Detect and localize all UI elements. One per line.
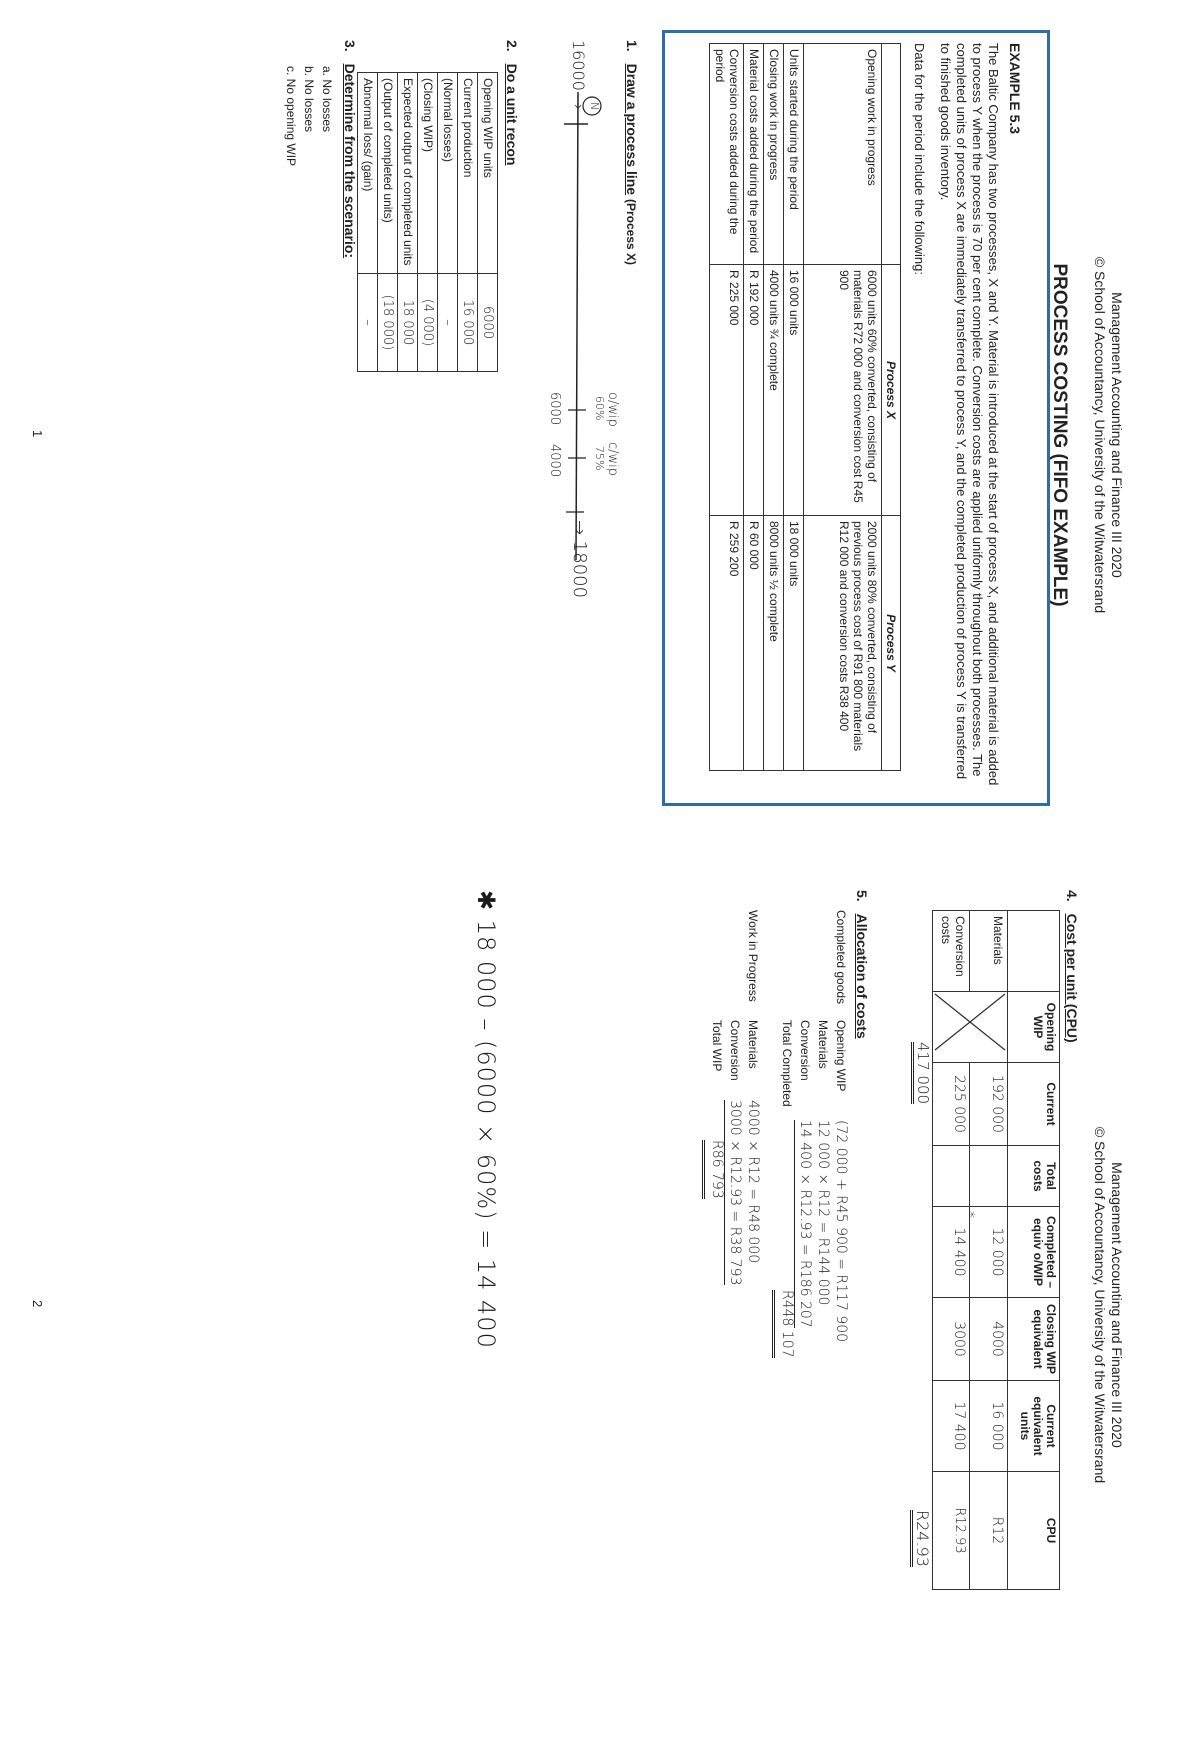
alloc-row <box>812 1020 830 1500</box>
page-number: 2 <box>30 1300 45 1308</box>
completed-goods-rows <box>772 1020 848 1500</box>
question-3 <box>342 40 358 258</box>
example-title: EXAMPLE 5.3 <box>1007 43 1023 135</box>
table-cell: 2000 units 80% converted, consisting of previous process cost of R91 800 materials R12 000 and conversion costs R38 400 <box>804 516 882 771</box>
alloc-row <box>830 1020 848 1500</box>
handwritten-note: ✱ 18 000 – (6000 × 60%) = 14 400 <box>472 890 500 1349</box>
table-cell: Closing work in progress <box>764 44 784 265</box>
table-header-row <box>1008 911 1060 1590</box>
completed-goods-label: Completed goods <box>834 910 848 1005</box>
table-cell: 8000 units ½ complete <box>764 516 784 771</box>
page-number: 1 <box>30 430 45 438</box>
cwip-label: c/wip <box>605 442 620 477</box>
course-header: Management Accounting and Finance III 2020 <box>1109 292 1125 578</box>
alloc-label: Materials <box>816 1020 830 1069</box>
question-2 <box>504 40 520 165</box>
question-5 <box>854 890 870 1039</box>
example-text: The Baltic Company has two processes, X and Y. Material is introduced at the start of process X, and additional material is added to process Y when the process is 70 per cent complete. Conversion costs are applied uniformly throughout both processes. The completed units of process X are immediately transferred to process Y, and the completed production of process Y is transferred to finished goods inventory. <box>938 43 1001 786</box>
table-row <box>438 73 458 372</box>
wip-label: Work in Progress <box>746 910 760 1002</box>
cwip-units: 4000 <box>547 444 562 478</box>
alloc-row <box>772 1020 794 1500</box>
cpu-table <box>932 910 1060 1590</box>
alloc-calc: 12 000 × R12 = R144 000 <box>815 1120 831 1306</box>
star-mark: * <box>961 1211 978 1218</box>
table-row <box>378 73 398 372</box>
table-row <box>744 44 764 771</box>
table-row <box>358 73 378 372</box>
table-cell: 3000 <box>933 1298 971 1381</box>
alloc-calc: R86 793 <box>702 1140 724 1199</box>
process-data-table <box>709 43 901 771</box>
process-line-stroke <box>576 92 578 560</box>
list-item: b. No losses <box>302 66 316 133</box>
cross-mark <box>933 992 1007 1052</box>
question-label: Cost per unit (CPU) <box>1064 913 1080 1043</box>
table-cell: 192 000 <box>970 1063 1008 1146</box>
table-row <box>418 73 438 372</box>
table-cell: 225 000 <box>933 1063 971 1146</box>
alloc-calc: 3000 × R12.93 = R38 793 <box>724 1100 742 1285</box>
recon-value: 16 000 <box>458 274 478 372</box>
copyright-line: © School of Accountancy, University of the Witwatersrand <box>1092 1126 1108 1484</box>
table-cell: 16 000 units <box>784 265 804 516</box>
owip-percent: 60% <box>593 396 606 421</box>
table-cell <box>933 1146 971 1207</box>
recon-value: 18 000 <box>398 274 418 372</box>
table-cell: R 60 000 <box>744 516 764 771</box>
table-header <box>1008 911 1060 992</box>
table-header <box>882 44 901 265</box>
table-header: Total costs <box>1008 1146 1060 1207</box>
question-label: Draw a process line <box>624 63 640 196</box>
question-label: Do a unit recon <box>504 63 520 166</box>
cell-value: 14 400 <box>951 1227 968 1277</box>
table-row <box>458 73 478 372</box>
table-row <box>784 44 804 771</box>
q3-list <box>282 66 336 166</box>
row-label: Materials <box>970 911 1008 992</box>
alloc-row <box>724 1020 742 1500</box>
row-label: Conversion costs <box>933 911 971 992</box>
table-cell: Material costs added during the period <box>744 44 764 265</box>
table-header: Opening WIP <box>1008 992 1060 1063</box>
alloc-row <box>702 1020 724 1500</box>
alloc-label: Conversion <box>798 1020 812 1081</box>
table-cell: 4000 <box>970 1298 1008 1381</box>
alloc-calc: 14 400 × R12.93 = R186 207 <box>794 1120 812 1328</box>
process-end-label: → 18000 <box>569 520 590 599</box>
owip-units: 6000 <box>547 392 562 426</box>
table-header: Process Y <box>882 516 901 771</box>
process-line <box>530 40 620 680</box>
alloc-calc: (72 000 + R45 900 = R117 900 <box>833 1120 849 1343</box>
question-1 <box>624 40 640 265</box>
table-header: Closing WIP equivalent <box>1008 1298 1060 1381</box>
crossed-out-cell <box>933 992 1008 1063</box>
process-start-label: 16000 → <box>569 40 588 110</box>
recon-value: – <box>358 274 378 372</box>
table-cell <box>933 1207 978 1298</box>
alloc-calc: R448 107 <box>772 1290 794 1358</box>
recon-label: Current production <box>458 73 478 274</box>
course-header: Management Accounting and Finance III 2020 <box>1109 1162 1125 1448</box>
table-cell: R 259 200 <box>710 516 744 771</box>
table-header: Completed – equiv o/WIP <box>1008 1207 1060 1298</box>
table-row <box>710 44 744 771</box>
table-cell: 17 400 <box>933 1381 971 1472</box>
table-cell: 16 000 <box>970 1381 1008 1472</box>
table-cell: 18 000 units <box>784 516 804 771</box>
cpu-block <box>913 910 1060 1590</box>
alloc-calc: 4000 × R12 = R48 000 <box>745 1100 761 1264</box>
alloc-label: Total Completed <box>780 1020 794 1107</box>
alloc-label: Conversion <box>728 1020 742 1081</box>
question-number: 5. <box>854 890 870 902</box>
recon-label: Abnormal loss/ (gain) <box>358 73 378 274</box>
question-label: Determine from the scenario: <box>342 63 358 259</box>
recon-label: Expected output of completed units <box>398 73 418 274</box>
table-cell: Conversion costs added during the period <box>710 44 744 265</box>
table-row <box>804 44 882 771</box>
alloc-label: Opening WIP <box>834 1020 848 1092</box>
page-2 <box>0 870 1200 1740</box>
list-item: c. No opening WIP <box>284 66 298 167</box>
table-row <box>398 73 418 372</box>
table-header-row <box>882 44 901 771</box>
table-cell: 4000 units ¾ complete <box>764 265 784 516</box>
recon-value: (18 000) <box>378 274 398 372</box>
table-header: CPU <box>1008 1472 1060 1590</box>
circle-n-label: N <box>588 102 601 111</box>
table-cell: Units started during the period <box>784 44 804 265</box>
recon-value: – <box>438 274 458 372</box>
question-number: 4. <box>1064 890 1080 902</box>
table-cell: R12.93 <box>933 1472 971 1590</box>
copyright-line: © School of Accountancy, University of the Witwatersrand <box>1092 256 1108 614</box>
question-number: 3. <box>342 40 358 52</box>
question-suffix: (Process X) <box>624 198 638 266</box>
question-4 <box>1064 890 1080 1043</box>
alloc-row <box>742 1020 760 1500</box>
data-intro: Data for the period include the following: <box>912 43 927 275</box>
example-box <box>662 30 1050 806</box>
table-row <box>970 911 1008 1590</box>
table-cell: 6000 units 60% converted, consisting of materials R72 000 and conversion cost R45 900 <box>804 265 882 516</box>
page-title: PROCESS COSTING (FIFO EXAMPLE) <box>1049 263 1070 607</box>
table-cell: R12 <box>970 1472 1008 1590</box>
owip-label: o/wip <box>605 392 620 427</box>
table-cell: 12 000 <box>970 1207 1008 1298</box>
list-item: a. No losses <box>320 66 334 133</box>
alloc-label: Materials <box>746 1020 760 1069</box>
table-header: Process X <box>882 265 901 516</box>
recon-label: (Normal losses) <box>438 73 458 274</box>
table-cell: R 225 000 <box>710 265 744 516</box>
recon-value: 6000 <box>478 274 498 372</box>
recon-value: (4 000) <box>418 274 438 372</box>
table-cell <box>970 1146 1008 1207</box>
question-number: 2. <box>504 40 520 52</box>
table-header: Current <box>1008 1063 1060 1146</box>
table-header: Current equivalent units <box>1008 1381 1060 1472</box>
alloc-row <box>794 1020 812 1500</box>
question-label: Allocation of costs <box>854 913 870 1039</box>
unit-recon-table <box>357 72 498 372</box>
alloc-label: Total WIP <box>710 1020 724 1072</box>
total-cpu-value: R24.93 <box>910 1510 932 1567</box>
recon-label: (Output of completed units) <box>378 73 398 274</box>
table-cell: Opening work in progress <box>804 44 882 265</box>
table-cell: R 192 000 <box>744 265 764 516</box>
total-costs-value: 417 000 <box>911 1042 932 1104</box>
cwip-percent: 75% <box>593 446 606 471</box>
question-number: 1. <box>624 40 640 52</box>
table-row <box>764 44 784 771</box>
recon-label: Opening WIP units <box>478 73 498 274</box>
recon-label: (Closing WIP) <box>418 73 438 274</box>
table-row <box>478 73 498 372</box>
wip-rows <box>702 1020 760 1500</box>
